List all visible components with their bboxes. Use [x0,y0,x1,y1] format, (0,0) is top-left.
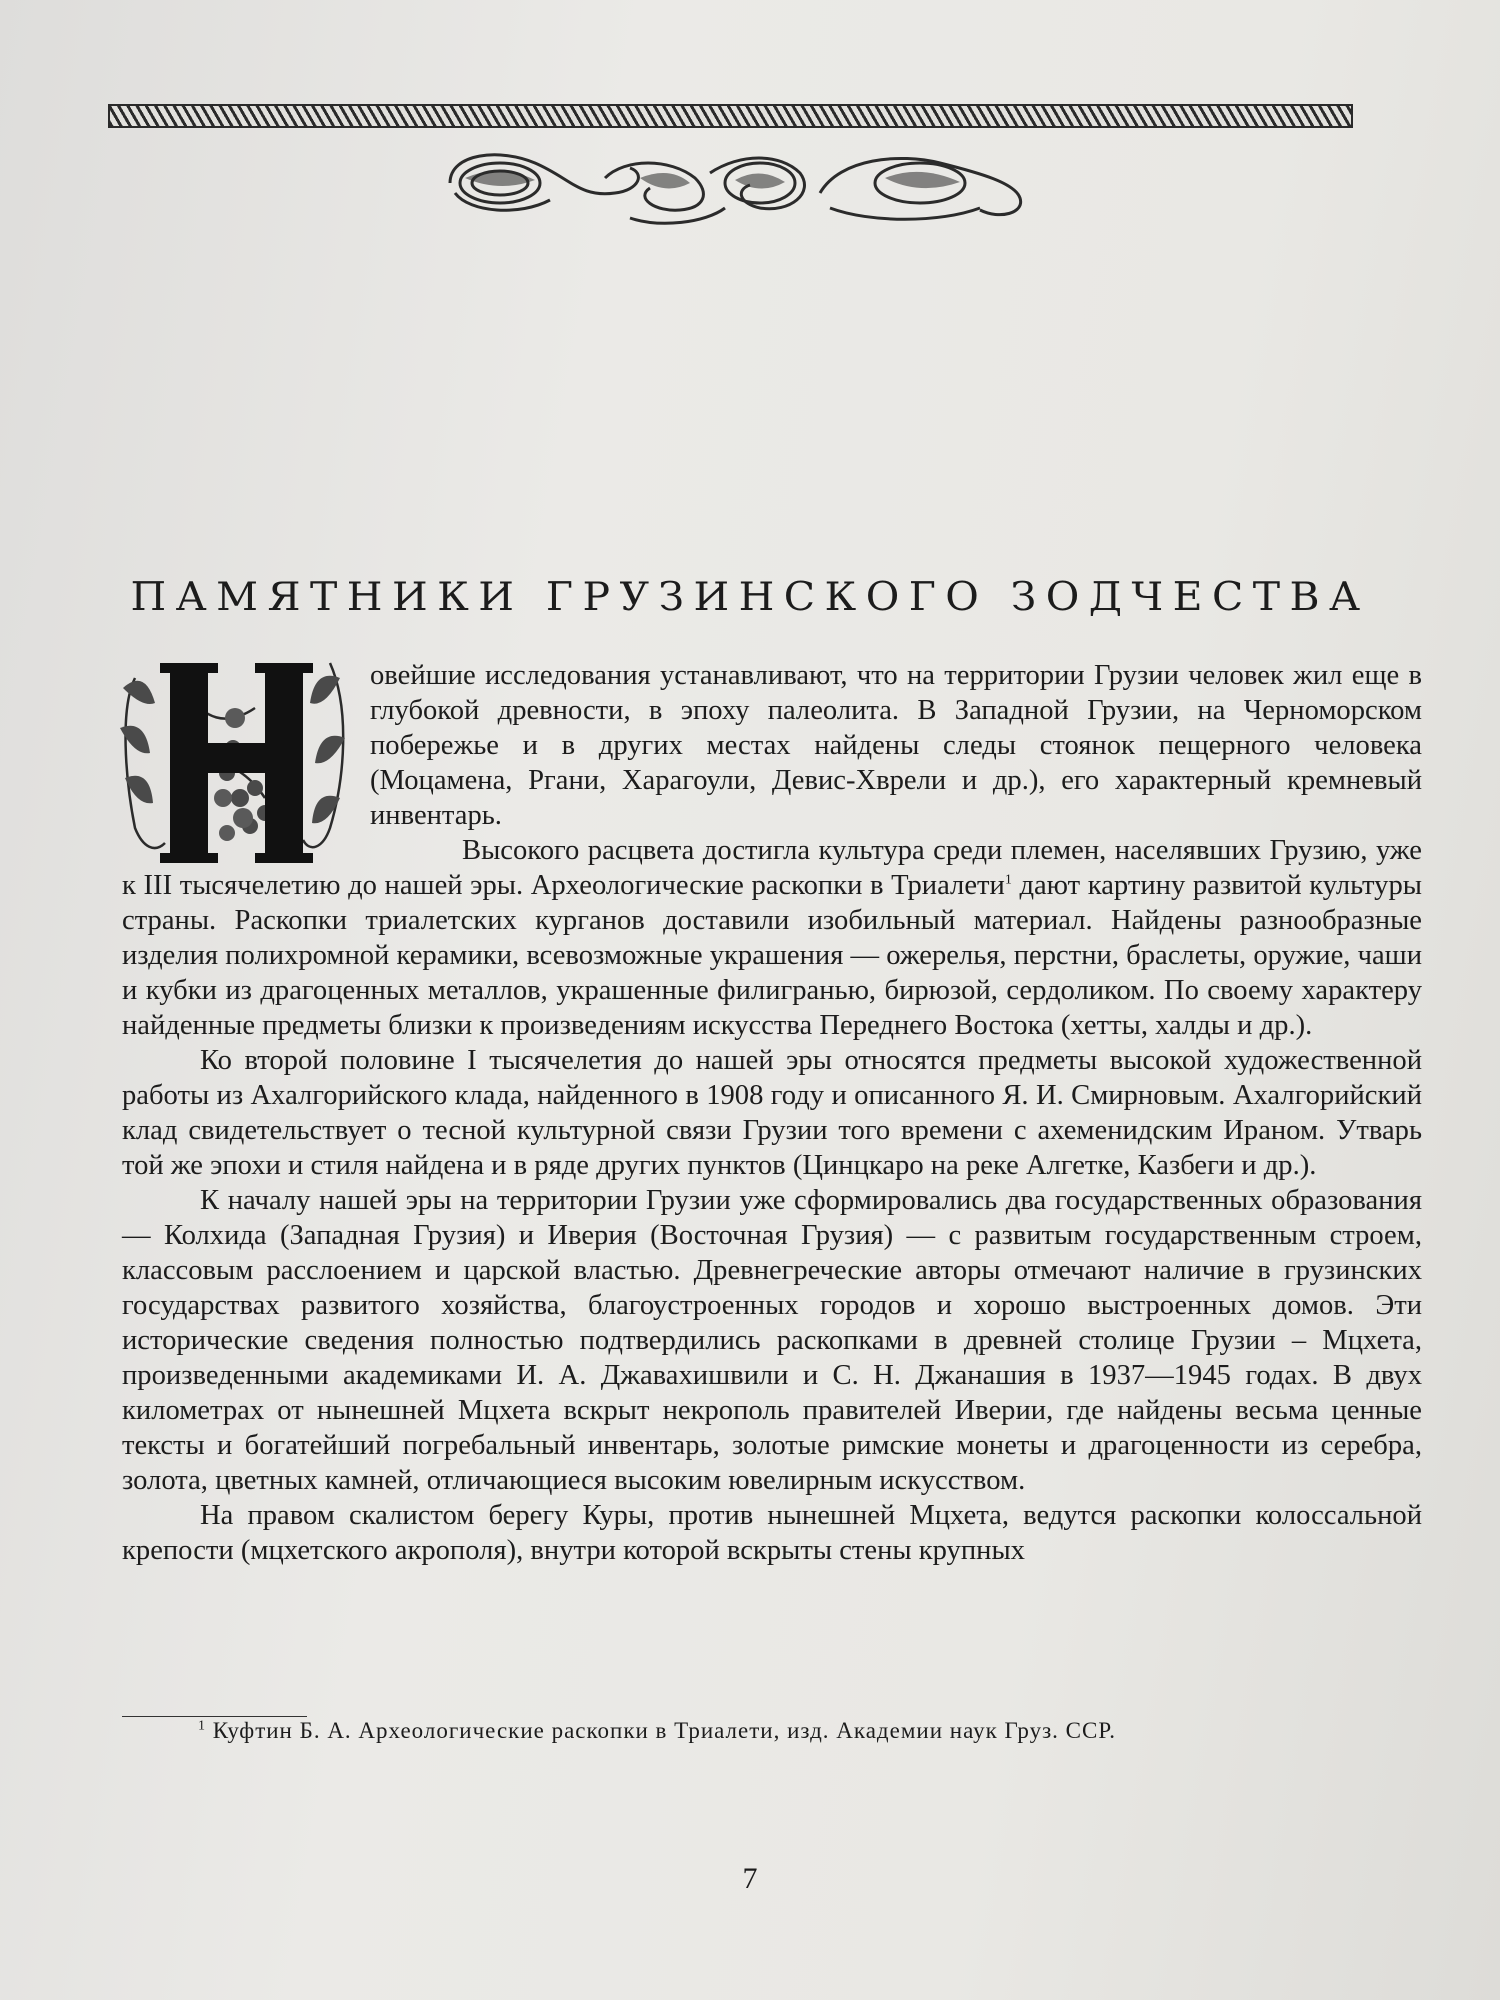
footnote-reference[interactable]: 1 [1004,872,1012,888]
ornamental-scroll-headpiece [440,138,1030,228]
body-text [122,658,1422,1568]
paragraph [122,833,1422,1043]
paragraph-text: Высокого расцвета достигла культура среди племен, населявших Грузию, уже к III тысячелетию до нашей эры. Археологические раскопки в Триалети [122,835,1422,901]
footnote-divider [122,1716,307,1717]
page-title: ПАМЯТНИКИ ГРУЗИНСКОГО ЗОДЧЕСТВА [130,575,1370,620]
paragraph: Ко второй половине I тысячелетия до нашей эры относятся предметы высокой художественной работы из Ахалгорийского клада, найденного в 1908 году и описанного Я. И. Смирновым. Ахалгорийский клад свидетельствует о тесной культурной связи Грузии того времени с ахеменидским Ираном. Утварь той же эпохи и стиля найдена и в ряде других пунктов (Цинцкаро на реке Алгетке, Казбеги и др.). [122,1045,1422,1181]
paragraph: На правом скалистом берегу Куры, против нынешней Мцхета, ведутся раскопки колоссальной крепости (мцхетского акрополя), внутри которой вскрыты стены крупных [122,1500,1422,1566]
paragraph: К началу нашей эры на территории Грузии уже сформировались два государственных образования — Колхида (Западная Грузия) и Иверия (Восточная Грузия) — с развитым государственным строем, классовым расслоением и царской властью. Древнегреческие авторы отмечают наличие в грузинских государствах развитого хозяйства, благоустроенных городов и хорошо выстроенных домов. Эти исторические сведения полностью подтвердились раскопками в древней столице Грузии – Мцхета, произведенными академиками И. А. Джавахишвили и С. Н. Джанашия в 1937—1945 годах. В двух километрах от нынешней Мцхета вскрыт некрополь правителей Иверии, где найдены весьма ценные тексты и богатейший погребальный инвентарь, золотые римские монеты и драгоценности из серебра, золота, цветных камней, отличающиеся высоким ювелирным искусством. [122,1185,1422,1496]
footnote-text: Куфтин Б. А. Археологические раскопки в Триалети, изд. Академии наук Груз. ССР. [212,1718,1117,1743]
footnote-mark: 1 [198,1718,206,1734]
footnote [198,1718,1348,1744]
page-number: 7 [742,1862,758,1895]
paragraph-text: дают картину развитой культуры страны. Раскопки триалетских курганов доставили изобильный материал. Найдены разнообразные изделия полихромной керамики, всевозможные украшения — ожерелья, перстни, браслеты, оружие, чаши и кубки из драгоценных металлов, украшенные филигранью, бирюзой, сердоликом. По своему характеру найденные предметы близки к произведениям искусства Переднего Востока (хетты, халды и др.). [122,870,1422,1041]
paragraph: овейшие исследования устанавливают, что на территории Грузии человек жил еще в глубокой древности, в эпоху палеолита. В Западной Грузии, на Черноморском побережье и в других местах найдены следы стоянок пещерного человека (Моцамена, Ргани, Харагоули, Девис-Хврели и др.), его характерный кремневый инвентарь. [370,660,1422,831]
decorative-border-band [108,104,1353,128]
